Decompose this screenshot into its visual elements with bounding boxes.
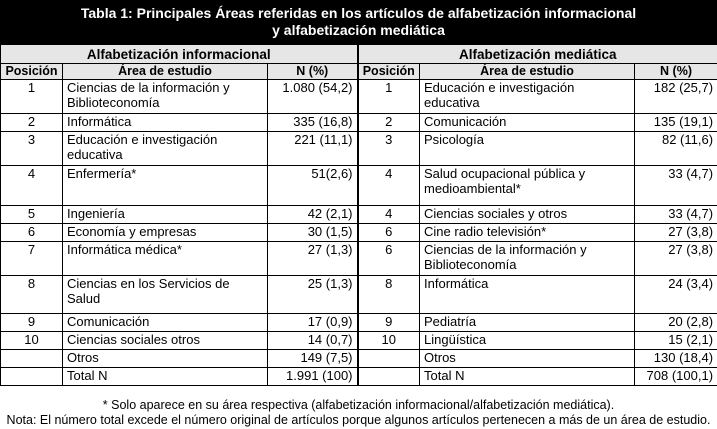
- area-right-cell: Lingüística: [420, 332, 635, 350]
- n-left-cell: 149 (7,5): [268, 350, 358, 368]
- area-left-cell: Comunicación: [63, 314, 268, 332]
- col-header-n-left: N (%): [268, 64, 358, 80]
- n-right-cell: 27 (3,8): [635, 242, 717, 276]
- position-left-cell: 9: [1, 314, 63, 332]
- col-header-position-right: Posición: [358, 64, 420, 80]
- area-left-cell: Total N: [63, 368, 268, 386]
- position-right-cell: [358, 368, 420, 386]
- position-left-cell: 6: [1, 224, 63, 242]
- area-left-cell: Ciencias en los Servicios de Salud: [63, 276, 268, 314]
- table-row: [1, 132, 717, 166]
- area-left-cell: Economía y empresas: [63, 224, 268, 242]
- n-right-cell: 82 (11,6): [635, 132, 717, 166]
- group-header-informacional: Alfabetización informacional: [1, 45, 358, 64]
- table-row: [1, 242, 717, 276]
- table-row: [1, 224, 717, 242]
- position-left-cell: [1, 368, 63, 386]
- n-left-cell: 30 (1,5): [268, 224, 358, 242]
- position-left-cell: 3: [1, 132, 63, 166]
- position-right-cell: 4: [358, 206, 420, 224]
- area-right-cell: Cine radio televisión*: [420, 224, 635, 242]
- table-row: [1, 314, 717, 332]
- area-right-cell: Educación e investigación educativa: [420, 80, 635, 114]
- position-right-cell: 4: [358, 166, 420, 206]
- table-row: [1, 166, 717, 206]
- n-left-cell: 25 (1,3): [268, 276, 358, 314]
- n-right-cell: 130 (18,4): [635, 350, 717, 368]
- n-right-cell: 33 (4,7): [635, 206, 717, 224]
- n-right-cell: 708 (100,1): [635, 368, 717, 386]
- area-left-cell: Ingeniería: [63, 206, 268, 224]
- table-row: [1, 368, 717, 386]
- area-right-cell: Informática: [420, 276, 635, 314]
- n-left-cell: 221 (11,1): [268, 132, 358, 166]
- area-right-cell: Psicología: [420, 132, 635, 166]
- position-right-cell: 3: [358, 132, 420, 166]
- area-left-cell: Informática: [63, 114, 268, 132]
- position-right-cell: 10: [358, 332, 420, 350]
- table-row: [1, 350, 717, 368]
- table-row: [1, 114, 717, 132]
- position-left-cell: 4: [1, 166, 63, 206]
- n-left-cell: 17 (0,9): [268, 314, 358, 332]
- n-right-cell: 24 (3,4): [635, 276, 717, 314]
- area-right-cell: Pediatría: [420, 314, 635, 332]
- n-left-cell: 27 (1,3): [268, 242, 358, 276]
- table-row: [1, 276, 717, 314]
- area-right-cell: Ciencias sociales y otros: [420, 206, 635, 224]
- col-header-position-left: Posición: [1, 64, 63, 80]
- footnote-note: Nota: El número total excede el número original de artículos porque algunos artículos pertenecen a más de un área de estudio.: [6, 413, 711, 427]
- position-left-cell: [1, 350, 63, 368]
- table-row: [1, 80, 717, 114]
- position-left-cell: 10: [1, 332, 63, 350]
- position-right-cell: 2: [358, 114, 420, 132]
- area-right-cell: Otros: [420, 350, 635, 368]
- group-header-mediatica: Alfabetización mediática: [358, 45, 717, 64]
- n-left-cell: 51(2,6): [268, 166, 358, 206]
- area-left-cell: Informática médica*: [63, 242, 268, 276]
- col-header-area-left: Área de estudio: [63, 64, 268, 80]
- title-line-2: y alfabetización mediática: [272, 22, 445, 38]
- n-left-cell: 335 (16,8): [268, 114, 358, 132]
- position-right-cell: 6: [358, 224, 420, 242]
- col-header-n-right: N (%): [635, 64, 717, 80]
- position-right-cell: 9: [358, 314, 420, 332]
- table-row: [1, 206, 717, 224]
- area-left-cell: Otros: [63, 350, 268, 368]
- area-left-cell: Ciencias sociales otros: [63, 332, 268, 350]
- n-right-cell: 15 (2,1): [635, 332, 717, 350]
- n-left-cell: 1.080 (54,2): [268, 80, 358, 114]
- table-row: [1, 332, 717, 350]
- n-right-cell: 135 (19,1): [635, 114, 717, 132]
- area-left-cell: Enfermería*: [63, 166, 268, 206]
- area-right-cell: Ciencias de la información y Biblioteconomía: [420, 242, 635, 276]
- position-left-cell: 7: [1, 242, 63, 276]
- n-right-cell: 182 (25,7): [635, 80, 717, 114]
- n-left-cell: 1.991 (100): [268, 368, 358, 386]
- position-left-cell: 8: [1, 276, 63, 314]
- footnote-asterisk: * Solo aparece en su área respectiva (alfabetización informacional/alfabetización mediática).: [102, 398, 615, 412]
- area-right-cell: Salud ocupacional pública y medioambiental*: [420, 166, 635, 206]
- n-right-cell: 27 (3,8): [635, 224, 717, 242]
- area-left-cell: Educación e investigación educativa: [63, 132, 268, 166]
- area-left-cell: Ciencias de la información y Biblioteconomía: [63, 80, 268, 114]
- col-header-area-right: Área de estudio: [420, 64, 635, 80]
- table-title: [0, 0, 717, 44]
- position-left-cell: 2: [1, 114, 63, 132]
- position-left-cell: 5: [1, 206, 63, 224]
- n-left-cell: 42 (2,1): [268, 206, 358, 224]
- position-right-cell: 1: [358, 80, 420, 114]
- n-right-cell: 33 (4,7): [635, 166, 717, 206]
- position-right-cell: 6: [358, 242, 420, 276]
- areas-table: [0, 44, 717, 386]
- n-left-cell: 14 (0,7): [268, 332, 358, 350]
- position-right-cell: 8: [358, 276, 420, 314]
- title-line-1: Tabla 1: Principales Áreas referidas en los artículos de alfabetización informacional: [80, 5, 637, 21]
- position-left-cell: 1: [1, 80, 63, 114]
- area-right-cell: Total N: [420, 368, 635, 386]
- area-right-cell: Comunicación: [420, 114, 635, 132]
- n-right-cell: 20 (2,8): [635, 314, 717, 332]
- position-right-cell: [358, 350, 420, 368]
